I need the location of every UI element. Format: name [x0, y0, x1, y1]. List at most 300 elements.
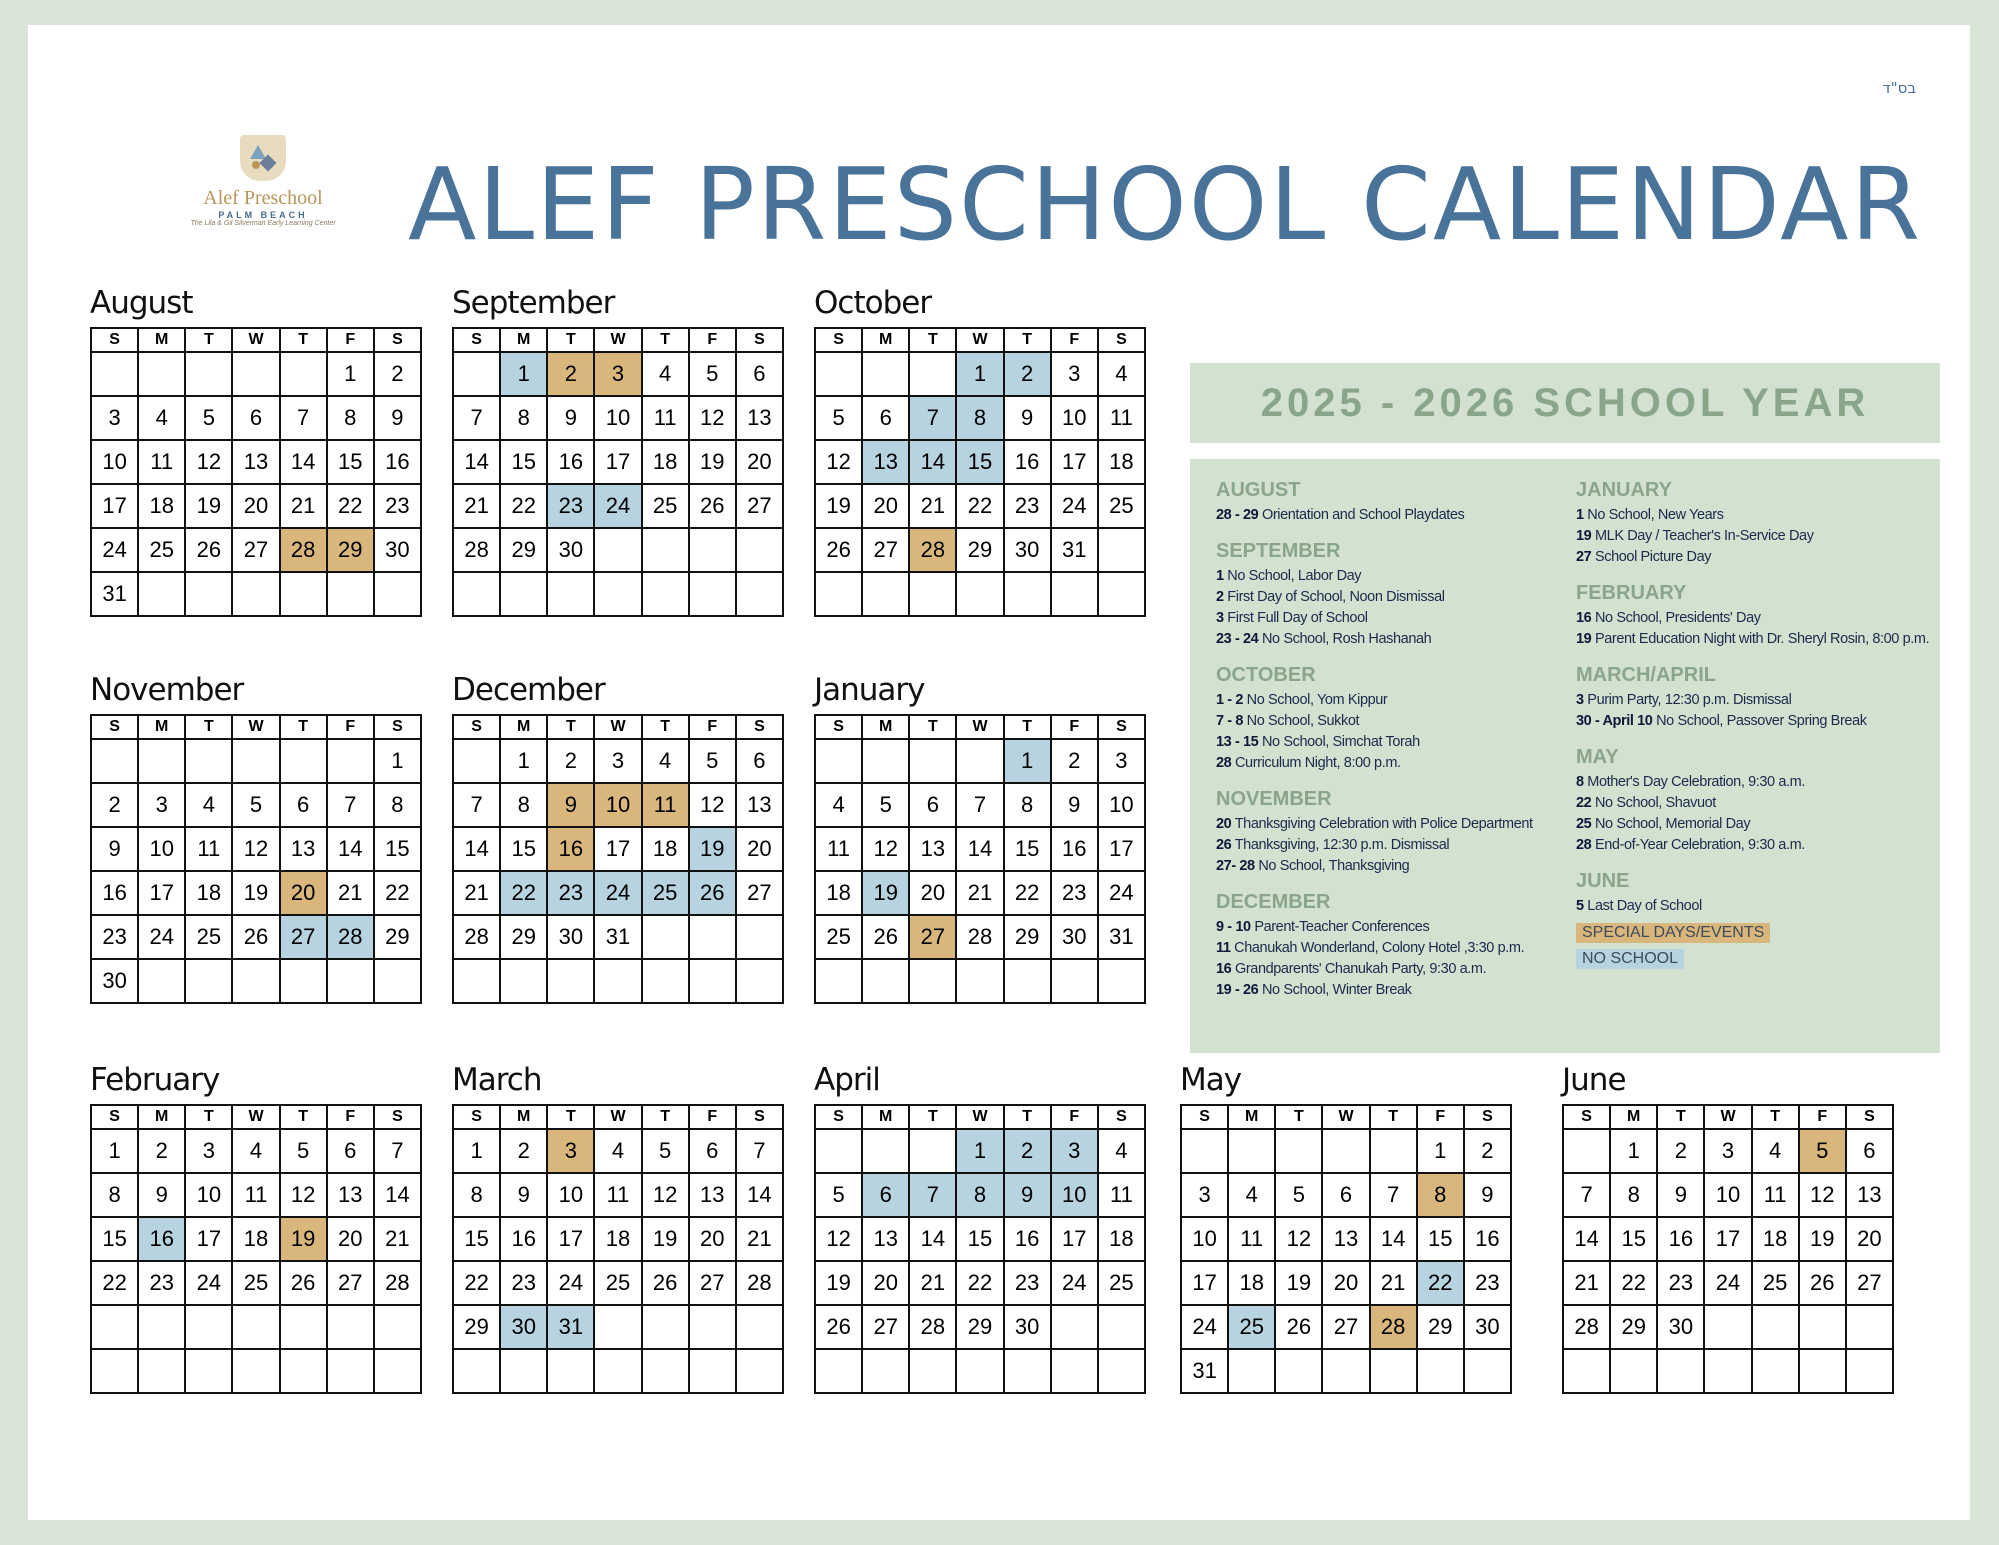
day-cell: 18	[1752, 1217, 1799, 1261]
month-grid	[452, 327, 784, 617]
empty-cell	[138, 1305, 185, 1349]
day-cell: 16	[374, 440, 421, 484]
empty-cell	[642, 572, 689, 616]
day-cell: 1	[500, 352, 547, 396]
day-cell: 15	[1610, 1217, 1657, 1261]
day-cell: 16	[547, 827, 594, 871]
day-cell: 6	[1322, 1173, 1369, 1217]
empty-cell	[232, 352, 279, 396]
day-cell: 17	[1051, 1217, 1098, 1261]
month-october	[814, 285, 1146, 617]
day-cell: 11	[642, 783, 689, 827]
day-cell: 19	[185, 484, 232, 528]
event-item: 11 Chanukah Wonderland, Colony Hotel ,3:30 p.m.	[1216, 940, 1525, 956]
day-cell: 27	[862, 528, 909, 572]
event-heading: AUGUST	[1216, 479, 1301, 501]
day-cell: 17	[91, 484, 138, 528]
weekday-header: F	[1799, 1105, 1846, 1129]
empty-cell	[1563, 1129, 1610, 1173]
weekday-header: W	[1704, 1105, 1751, 1129]
day-cell: 14	[1370, 1217, 1417, 1261]
school-logo	[178, 135, 348, 227]
weekday-header: F	[689, 1105, 736, 1129]
school-year-banner: 2025 - 2026 SCHOOL YEAR	[1190, 363, 1940, 443]
empty-cell	[138, 352, 185, 396]
day-cell: 4	[1098, 352, 1145, 396]
empty-cell	[1004, 959, 1051, 1003]
day-cell: 5	[1275, 1173, 1322, 1217]
day-cell: 24	[185, 1261, 232, 1305]
empty-cell	[1610, 1349, 1657, 1393]
empty-cell	[689, 1349, 736, 1393]
day-cell: 7	[909, 396, 956, 440]
day-cell: 26	[862, 915, 909, 959]
day-cell: 20	[736, 440, 783, 484]
day-cell: 28	[374, 1261, 421, 1305]
day-cell: 15	[1417, 1217, 1464, 1261]
day-cell: 21	[956, 871, 1003, 915]
empty-cell	[1051, 959, 1098, 1003]
day-cell: 29	[327, 528, 374, 572]
day-cell: 30	[91, 959, 138, 1003]
day-cell: 19	[815, 1261, 862, 1305]
weekday-header: S	[1563, 1105, 1610, 1129]
day-cell: 21	[909, 1261, 956, 1305]
day-cell: 4	[642, 352, 689, 396]
event-item: 13 - 15 No School, Simchat Torah	[1216, 734, 1420, 750]
empty-cell	[91, 1349, 138, 1393]
day-cell: 25	[1228, 1305, 1275, 1349]
empty-cell	[1846, 1349, 1893, 1393]
month-name: October	[814, 285, 932, 321]
weekday-header: F	[689, 715, 736, 739]
day-cell: 11	[138, 440, 185, 484]
day-cell: 12	[689, 783, 736, 827]
day-cell: 1	[956, 352, 1003, 396]
day-cell: 27	[232, 528, 279, 572]
day-cell: 3	[138, 783, 185, 827]
empty-cell	[1098, 1349, 1145, 1393]
weekday-header: M	[1228, 1105, 1275, 1129]
day-cell: 4	[1752, 1129, 1799, 1173]
weekday-header: W	[956, 328, 1003, 352]
empty-cell	[185, 959, 232, 1003]
day-cell: 21	[1370, 1261, 1417, 1305]
day-cell: 24	[1098, 871, 1145, 915]
day-cell: 3	[594, 352, 641, 396]
day-cell: 29	[500, 915, 547, 959]
empty-cell	[1563, 1349, 1610, 1393]
empty-cell	[909, 959, 956, 1003]
weekday-header: S	[1846, 1105, 1893, 1129]
day-cell: 27	[909, 915, 956, 959]
day-cell: 21	[453, 871, 500, 915]
day-cell: 10	[138, 827, 185, 871]
empty-cell	[185, 739, 232, 783]
day-cell: 10	[1051, 396, 1098, 440]
event-item: 26 Thanksgiving, 12:30 p.m. Dismissal	[1216, 837, 1450, 853]
day-cell: 19	[689, 827, 736, 871]
weekday-header: S	[1098, 328, 1145, 352]
weekday-header: T	[185, 1105, 232, 1129]
empty-cell	[736, 915, 783, 959]
day-cell: 5	[862, 783, 909, 827]
empty-cell	[594, 1349, 641, 1393]
day-cell: 27	[862, 1305, 909, 1349]
day-cell: 18	[815, 871, 862, 915]
day-cell: 29	[1004, 915, 1051, 959]
empty-cell	[815, 1129, 862, 1173]
day-cell: 11	[594, 1173, 641, 1217]
day-cell: 17	[1181, 1261, 1228, 1305]
weekday-header: T	[909, 328, 956, 352]
day-cell: 20	[689, 1217, 736, 1261]
weekday-header: S	[91, 715, 138, 739]
day-cell: 13	[909, 827, 956, 871]
month-grid	[90, 1104, 422, 1394]
day-cell: 13	[736, 783, 783, 827]
weekday-header: T	[1657, 1105, 1704, 1129]
day-cell: 28	[453, 915, 500, 959]
empty-cell	[91, 739, 138, 783]
day-cell: 2	[547, 739, 594, 783]
day-cell: 22	[91, 1261, 138, 1305]
empty-cell	[1051, 1349, 1098, 1393]
day-cell: 31	[1181, 1349, 1228, 1393]
day-cell: 7	[909, 1173, 956, 1217]
month-name: June	[1562, 1062, 1626, 1098]
empty-cell	[1752, 1305, 1799, 1349]
weekday-header: S	[815, 1105, 862, 1129]
empty-cell	[500, 959, 547, 1003]
weekday-header: T	[1004, 1105, 1051, 1129]
day-cell: 19	[815, 484, 862, 528]
logo-sub: PALM BEACH	[218, 210, 308, 220]
event-item: 3 Purim Party, 12:30 p.m. Dismissal	[1576, 692, 1792, 708]
weekday-header: T	[547, 1105, 594, 1129]
weekday-header: M	[500, 328, 547, 352]
day-cell: 15	[1004, 827, 1051, 871]
day-cell: 22	[1610, 1261, 1657, 1305]
weekday-header: T	[909, 715, 956, 739]
day-cell: 5	[815, 396, 862, 440]
empty-cell	[1098, 959, 1145, 1003]
day-cell: 29	[956, 528, 1003, 572]
day-cell: 16	[91, 871, 138, 915]
day-cell: 31	[1051, 528, 1098, 572]
weekday-header: S	[736, 1105, 783, 1129]
day-cell: 8	[327, 396, 374, 440]
empty-cell	[642, 915, 689, 959]
weekday-header: T	[642, 715, 689, 739]
empty-cell	[1181, 1129, 1228, 1173]
day-cell: 26	[642, 1261, 689, 1305]
day-cell: 15	[453, 1217, 500, 1261]
empty-cell	[453, 352, 500, 396]
empty-cell	[280, 739, 327, 783]
day-cell: 28	[280, 528, 327, 572]
events-column-left	[1216, 479, 1576, 1001]
month-name: February	[90, 1062, 220, 1098]
day-cell: 4	[1228, 1173, 1275, 1217]
day-cell: 2	[1051, 739, 1098, 783]
empty-cell	[956, 959, 1003, 1003]
day-cell: 8	[91, 1173, 138, 1217]
empty-cell	[374, 1349, 421, 1393]
day-cell: 1	[956, 1129, 1003, 1173]
day-cell: 5	[815, 1173, 862, 1217]
empty-cell	[862, 739, 909, 783]
day-cell: 30	[500, 1305, 547, 1349]
weekday-header: S	[453, 715, 500, 739]
weekday-header: S	[815, 715, 862, 739]
day-cell: 12	[280, 1173, 327, 1217]
empty-cell	[280, 572, 327, 616]
day-cell: 9	[138, 1173, 185, 1217]
day-cell: 31	[594, 915, 641, 959]
day-cell: 25	[185, 915, 232, 959]
weekday-header: S	[91, 1105, 138, 1129]
empty-cell	[138, 959, 185, 1003]
day-cell: 30	[1004, 1305, 1051, 1349]
weekday-header: S	[1098, 715, 1145, 739]
day-cell: 19	[280, 1217, 327, 1261]
day-cell: 4	[232, 1129, 279, 1173]
day-cell: 26	[1275, 1305, 1322, 1349]
weekday-header: W	[1322, 1105, 1369, 1129]
weekday-header: S	[453, 328, 500, 352]
day-cell: 8	[1417, 1173, 1464, 1217]
day-cell: 21	[736, 1217, 783, 1261]
day-cell: 22	[1417, 1261, 1464, 1305]
day-cell: 16	[500, 1217, 547, 1261]
empty-cell	[327, 1349, 374, 1393]
empty-cell	[642, 1349, 689, 1393]
day-cell: 9	[1004, 396, 1051, 440]
day-cell: 11	[815, 827, 862, 871]
event-heading: MAY	[1576, 746, 1619, 768]
empty-cell	[815, 1349, 862, 1393]
day-cell: 11	[1098, 1173, 1145, 1217]
weekday-header: T	[280, 715, 327, 739]
day-cell: 4	[815, 783, 862, 827]
month-grid	[814, 714, 1146, 1004]
event-heading: MARCH/APRIL	[1576, 664, 1716, 686]
day-cell: 10	[1181, 1217, 1228, 1261]
weekday-header: F	[1051, 715, 1098, 739]
month-may	[1180, 1062, 1512, 1394]
event-heading: DECEMBER	[1216, 891, 1331, 913]
day-cell: 6	[862, 1173, 909, 1217]
day-cell: 6	[1846, 1129, 1893, 1173]
day-cell: 19	[1275, 1261, 1322, 1305]
month-grid	[452, 714, 784, 1004]
day-cell: 2	[91, 783, 138, 827]
day-cell: 1	[1417, 1129, 1464, 1173]
weekday-header: M	[138, 715, 185, 739]
empty-cell	[909, 1349, 956, 1393]
day-cell: 28	[909, 1305, 956, 1349]
day-cell: 5	[689, 352, 736, 396]
empty-cell	[1370, 1129, 1417, 1173]
weekday-header: F	[1051, 1105, 1098, 1129]
logo-name: Alef Preschool	[203, 187, 323, 209]
day-cell: 25	[1098, 484, 1145, 528]
day-cell: 20	[862, 1261, 909, 1305]
empty-cell	[232, 739, 279, 783]
event-item: 5 Last Day of School	[1576, 898, 1702, 914]
event-heading: FEBRUARY	[1576, 582, 1687, 604]
events-column-right	[1576, 479, 1936, 969]
empty-cell	[642, 959, 689, 1003]
day-cell: 4	[642, 739, 689, 783]
empty-cell	[232, 959, 279, 1003]
day-cell: 10	[91, 440, 138, 484]
day-cell: 16	[1657, 1217, 1704, 1261]
day-cell: 14	[453, 827, 500, 871]
day-cell: 3	[185, 1129, 232, 1173]
empty-cell	[815, 739, 862, 783]
month-name: May	[1180, 1062, 1242, 1098]
weekday-header: F	[1051, 328, 1098, 352]
event-item: 28 Curriculum Night, 8:00 p.m.	[1216, 755, 1401, 771]
day-cell: 2	[500, 1129, 547, 1173]
day-cell: 19	[862, 871, 909, 915]
day-cell: 14	[374, 1173, 421, 1217]
day-cell: 2	[1004, 352, 1051, 396]
day-cell: 22	[453, 1261, 500, 1305]
day-cell: 10	[185, 1173, 232, 1217]
month-january	[814, 672, 1146, 1004]
empty-cell	[815, 352, 862, 396]
empty-cell	[185, 1349, 232, 1393]
empty-cell	[374, 572, 421, 616]
empty-cell	[91, 1305, 138, 1349]
empty-cell	[689, 959, 736, 1003]
day-cell: 13	[327, 1173, 374, 1217]
day-cell: 19	[1799, 1217, 1846, 1261]
day-cell: 14	[280, 440, 327, 484]
day-cell: 7	[453, 396, 500, 440]
day-cell: 13	[736, 396, 783, 440]
event-item: 28 - 29 Orientation and School Playdates	[1216, 507, 1465, 523]
event-heading: SEPTEMBER	[1216, 540, 1341, 562]
weekday-header: W	[232, 715, 279, 739]
empty-cell	[815, 572, 862, 616]
empty-cell	[453, 572, 500, 616]
logo-shield-icon	[240, 135, 286, 181]
day-cell: 4	[1098, 1129, 1145, 1173]
day-cell: 2	[1657, 1129, 1704, 1173]
weekday-header: F	[689, 328, 736, 352]
day-cell: 4	[185, 783, 232, 827]
empty-cell	[909, 739, 956, 783]
event-heading: NOVEMBER	[1216, 788, 1332, 810]
weekday-header: F	[1417, 1105, 1464, 1129]
weekday-header: S	[91, 328, 138, 352]
empty-cell	[453, 959, 500, 1003]
day-cell: 28	[327, 915, 374, 959]
day-cell: 9	[374, 396, 421, 440]
day-cell: 6	[327, 1129, 374, 1173]
day-cell: 3	[1181, 1173, 1228, 1217]
weekday-header: T	[1004, 328, 1051, 352]
day-cell: 12	[815, 440, 862, 484]
day-cell: 9	[547, 783, 594, 827]
day-cell: 19	[689, 440, 736, 484]
day-cell: 12	[232, 827, 279, 871]
day-cell: 10	[594, 396, 641, 440]
day-cell: 2	[1004, 1129, 1051, 1173]
day-cell: 10	[594, 783, 641, 827]
day-cell: 11	[642, 396, 689, 440]
weekday-header: T	[1275, 1105, 1322, 1129]
day-cell: 13	[1322, 1217, 1369, 1261]
day-cell: 14	[1563, 1217, 1610, 1261]
day-cell: 2	[374, 352, 421, 396]
day-cell: 1	[453, 1129, 500, 1173]
day-cell: 22	[374, 871, 421, 915]
weekday-header: W	[594, 328, 641, 352]
day-cell: 5	[232, 783, 279, 827]
day-cell: 17	[185, 1217, 232, 1261]
empty-cell	[327, 739, 374, 783]
empty-cell	[736, 1305, 783, 1349]
weekday-header: T	[280, 1105, 327, 1129]
day-cell: 9	[1464, 1173, 1511, 1217]
day-cell: 12	[815, 1217, 862, 1261]
day-cell: 11	[185, 827, 232, 871]
empty-cell	[280, 959, 327, 1003]
empty-cell	[862, 1129, 909, 1173]
day-cell: 25	[642, 484, 689, 528]
day-cell: 2	[138, 1129, 185, 1173]
weekday-header: S	[1098, 1105, 1145, 1129]
day-cell: 12	[862, 827, 909, 871]
day-cell: 18	[185, 871, 232, 915]
event-item: 27- 28 No School, Thanksgiving	[1216, 858, 1410, 874]
day-cell: 12	[689, 396, 736, 440]
day-cell: 9	[547, 396, 594, 440]
day-cell: 30	[1051, 915, 1098, 959]
empty-cell	[1704, 1349, 1751, 1393]
day-cell: 27	[1846, 1261, 1893, 1305]
empty-cell	[689, 915, 736, 959]
day-cell: 5	[280, 1129, 327, 1173]
event-item: 16 No School, Presidents' Day	[1576, 610, 1761, 626]
empty-cell	[327, 572, 374, 616]
day-cell: 26	[689, 871, 736, 915]
day-cell: 8	[956, 396, 1003, 440]
day-cell: 6	[736, 739, 783, 783]
empty-cell	[815, 959, 862, 1003]
empty-cell	[956, 572, 1003, 616]
empty-cell	[689, 572, 736, 616]
empty-cell	[956, 739, 1003, 783]
empty-cell	[1004, 1349, 1051, 1393]
empty-cell	[909, 352, 956, 396]
day-cell: 27	[689, 1261, 736, 1305]
day-cell: 30	[547, 915, 594, 959]
weekday-header: W	[956, 1105, 1003, 1129]
weekday-header: S	[374, 715, 421, 739]
empty-cell	[862, 352, 909, 396]
day-cell: 3	[594, 739, 641, 783]
weekday-header: F	[327, 328, 374, 352]
weekday-header: T	[547, 328, 594, 352]
weekday-header: M	[862, 715, 909, 739]
empty-cell	[1228, 1129, 1275, 1173]
